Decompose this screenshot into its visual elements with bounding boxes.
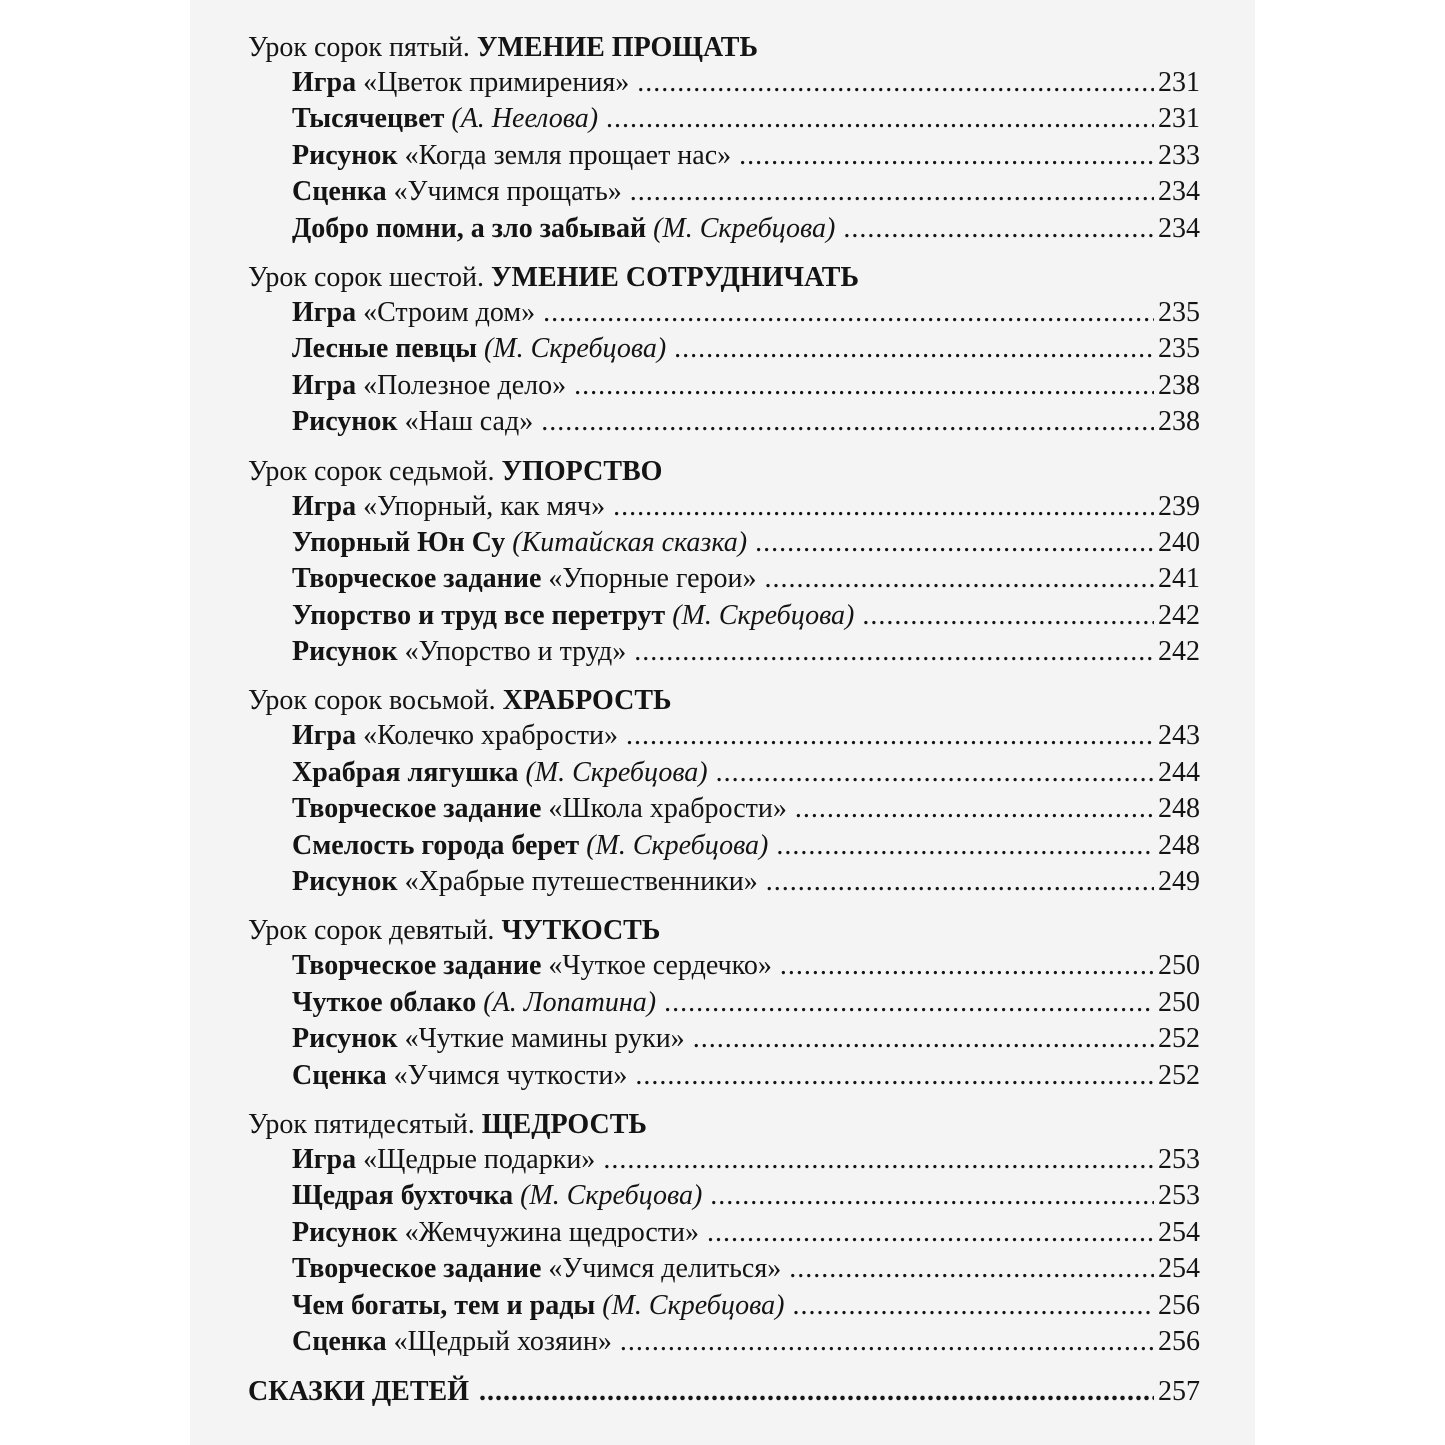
toc-entry [248, 634, 1200, 670]
dot-leader [776, 828, 1154, 864]
dot-leader [764, 561, 1154, 597]
entry-kind: Лесные певцы [292, 333, 477, 365]
toc-entry [248, 101, 1200, 137]
entry-kind: Рисунок [292, 1023, 398, 1055]
entry-title [292, 331, 666, 367]
dot-leader [789, 1251, 1154, 1287]
entry-kind: Игра [292, 67, 357, 98]
final-toc-entry [248, 1374, 1200, 1410]
dot-leader [843, 211, 1154, 247]
lesson-theme: УПОРСТВО [501, 455, 663, 487]
entry-page-number: 239 [1158, 490, 1200, 522]
entry-page-number: 256 [1158, 1325, 1200, 1357]
entry-kind: Сценка [292, 1059, 387, 1091]
toc-section [248, 914, 1200, 1094]
entry-title [292, 598, 854, 634]
entry-page-number: 250 [1158, 986, 1200, 1018]
entry-title [292, 404, 533, 440]
dot-leader [739, 138, 1154, 174]
section-heading [248, 1108, 1200, 1142]
entry-quote-title: «Упорство и труд» [404, 636, 627, 668]
lesson-number: Урок сорок седьмой. [248, 455, 495, 487]
entry-page-number: 241 [1158, 563, 1200, 595]
entry-author: (М. Скребцова) [520, 1180, 703, 1212]
entry-page-number: 248 [1158, 793, 1200, 825]
dot-leader [613, 489, 1154, 525]
dot-leader [716, 755, 1154, 791]
toc-entry [248, 1215, 1200, 1251]
entry-page-number: 243 [1158, 720, 1200, 752]
entry-page-number: 235 [1158, 333, 1200, 365]
entry-quote-title: «Храбрые путешественники» [404, 866, 758, 898]
toc-entry [248, 1021, 1200, 1057]
entry-quote-title: «Щедрые подарки» [363, 1143, 596, 1175]
dot-leader [541, 404, 1154, 440]
entry-kind: Рисунок [292, 406, 398, 438]
dot-leader [710, 1178, 1154, 1214]
toc-entry [248, 1178, 1200, 1214]
dot-leader [635, 1058, 1154, 1094]
entry-kind: Храбрая лягушка [292, 756, 519, 788]
toc-entry [248, 138, 1200, 174]
entry-title [292, 755, 708, 791]
toc-section [248, 261, 1200, 441]
toc-entry [248, 1142, 1200, 1178]
entry-author: (М. Скребцова) [602, 1289, 785, 1321]
entry-page-number: 254 [1158, 1253, 1200, 1285]
entry-kind: Рисунок [292, 866, 398, 898]
entry-kind: Игра [292, 490, 357, 522]
lesson-number: Урок сорок пятый. [248, 32, 470, 63]
entry-page-number: 235 [1158, 296, 1200, 328]
section-heading [248, 31, 1200, 65]
toc-section [248, 31, 1200, 247]
book-page [190, 0, 1255, 1445]
entry-author: (М. Скребцова) [586, 829, 769, 861]
entry-quote-title: «Учимся делиться» [548, 1253, 782, 1285]
entry-page-number: 253 [1158, 1143, 1200, 1175]
entry-quote-title: «Полезное дело» [363, 369, 567, 401]
entry-page-number: 238 [1158, 369, 1200, 401]
entry-page-number: 248 [1158, 829, 1200, 861]
toc-entry [248, 828, 1200, 864]
entry-title [292, 985, 656, 1021]
dot-leader [620, 1324, 1154, 1360]
entry-title [292, 1251, 781, 1287]
entry-title [292, 1178, 702, 1214]
entry-page-number: 252 [1158, 1059, 1200, 1091]
dot-leader [693, 1021, 1154, 1057]
entry-page-number: 233 [1158, 139, 1200, 171]
entry-kind: Игра [292, 1143, 357, 1175]
entry-quote-title: «Когда земля прощает нас» [404, 139, 732, 171]
toc-section [248, 684, 1200, 900]
entry-title [292, 791, 787, 827]
entry-quote-title: «Упорный, как мяч» [363, 490, 606, 522]
dot-leader [574, 368, 1154, 404]
final-entry-title: СКАЗКИ ДЕТЕЙ [248, 1376, 469, 1408]
lesson-number: Урок сорок девятый. [248, 915, 495, 947]
entry-kind: Сценка [292, 176, 387, 208]
toc-entry [248, 404, 1200, 440]
entry-quote-title: «Учимся прощать» [393, 176, 622, 208]
toc-entry [248, 489, 1200, 525]
toc-entry [248, 561, 1200, 597]
dot-leader [664, 985, 1154, 1021]
entry-kind: Игра [292, 369, 357, 401]
entry-quote-title: «Цветок примирения» [363, 67, 630, 98]
entry-title [292, 138, 731, 174]
entry-author: (М. Скребцова) [525, 756, 708, 788]
entry-title [292, 1021, 685, 1057]
section-heading [248, 455, 1200, 489]
entry-title [292, 561, 756, 597]
toc-entry [248, 174, 1200, 210]
entry-quote-title: «Чуткие мамины руки» [404, 1023, 685, 1055]
toc-entry [248, 65, 1200, 101]
entry-title [292, 174, 622, 210]
entry-author: (А. Лопатина) [483, 986, 657, 1018]
entry-kind: Игра [292, 720, 357, 752]
entry-author: (А. Неелова) [451, 103, 599, 135]
entry-quote-title: «Строим дом» [363, 296, 536, 328]
entry-quote-title: «Учимся чуткости» [393, 1059, 628, 1091]
entry-title [292, 295, 535, 331]
toc-entry [248, 864, 1200, 900]
toc-section [248, 1108, 1200, 1360]
entry-page-number: 238 [1158, 406, 1200, 438]
lesson-theme: УМЕНИЕ СОТРУДНИЧАТЬ [490, 261, 859, 293]
section-heading [248, 261, 1200, 295]
entry-author: (М. Скребцова) [653, 212, 836, 244]
entry-kind: Рисунок [292, 139, 398, 171]
toc-entry [248, 1324, 1200, 1360]
dot-leader [603, 1142, 1154, 1178]
toc-section [248, 455, 1200, 671]
entry-page-number: 240 [1158, 526, 1200, 558]
entry-title [292, 864, 758, 900]
entry-quote-title: «Колечко храбрости» [363, 720, 618, 752]
entry-page-number: 249 [1158, 866, 1200, 898]
lesson-number: Урок сорок восьмой. [248, 685, 496, 717]
entry-kind: Щедрая бухточка [292, 1180, 514, 1212]
entry-title [292, 211, 835, 247]
toc-entry [248, 295, 1200, 331]
entry-quote-title: «Наш сад» [404, 406, 534, 438]
entry-kind: Чем богаты, тем и рады [292, 1289, 596, 1321]
entry-kind: Игра [292, 296, 357, 328]
entry-title [292, 718, 618, 754]
entry-title [292, 65, 629, 101]
entry-kind: Чуткое облако [292, 986, 477, 1018]
entry-page-number: 231 [1158, 67, 1200, 98]
entry-page-number: 242 [1158, 636, 1200, 668]
dot-leader [630, 174, 1154, 210]
dot-leader [626, 718, 1154, 754]
toc-entry [248, 331, 1200, 367]
toc-entry [248, 948, 1200, 984]
entry-kind: Творческое задание [292, 950, 542, 982]
entry-title [292, 828, 768, 864]
dot-leader [795, 791, 1154, 827]
entry-page-number: 234 [1158, 176, 1200, 208]
entry-kind: Сценка [292, 1325, 387, 1357]
dot-leader [634, 634, 1154, 670]
entry-kind: Рисунок [292, 636, 398, 668]
entry-kind: Тысячецвет [292, 103, 445, 135]
entry-page-number: 242 [1158, 599, 1200, 631]
toc-entry [248, 211, 1200, 247]
entry-title [292, 101, 598, 137]
lesson-theme: ЩЕДРОСТЬ [481, 1108, 647, 1140]
dot-leader [674, 331, 1154, 367]
entry-title [292, 1324, 612, 1360]
entry-kind: Упорный Юн Су [292, 526, 506, 558]
entry-page-number: 244 [1158, 756, 1200, 788]
toc-entry [248, 1288, 1200, 1324]
entry-page-number: 234 [1158, 212, 1200, 244]
entry-author: (Китайская сказка) [512, 526, 748, 558]
entry-kind: Творческое задание [292, 793, 542, 825]
lesson-theme: ЧУТКОСТЬ [501, 915, 661, 947]
final-entry-page: 257 [1158, 1376, 1200, 1408]
entry-author: (М. Скребцова) [672, 599, 855, 631]
toc-entry [248, 1058, 1200, 1094]
entry-title [292, 1215, 699, 1251]
entry-quote-title: «Чуткое сердечко» [548, 950, 772, 982]
entry-title [292, 1288, 784, 1324]
entry-quote-title: «Школа храбрости» [548, 793, 787, 825]
toc-entry [248, 598, 1200, 634]
dot-leader [780, 948, 1154, 984]
entry-kind: Добро помни, а зло забывай [292, 212, 647, 244]
entry-author: (М. Скребцова) [483, 333, 667, 365]
dot-leader [792, 1288, 1154, 1324]
dot-leader [606, 101, 1154, 137]
entry-page-number: 253 [1158, 1180, 1200, 1212]
toc-entry [248, 525, 1200, 561]
entry-page-number: 256 [1158, 1289, 1200, 1321]
entry-kind: Рисунок [292, 1216, 398, 1248]
entry-quote-title: «Упорные герои» [548, 563, 757, 595]
dot-leader [755, 525, 1154, 561]
toc-entry [248, 718, 1200, 754]
toc-entry [248, 368, 1200, 404]
entry-page-number: 254 [1158, 1216, 1200, 1248]
entry-quote-title: «Жемчужина щедрости» [404, 1216, 700, 1248]
dot-leader [766, 864, 1154, 900]
toc-entry [248, 1251, 1200, 1287]
entry-page-number: 252 [1158, 1023, 1200, 1055]
dot-leader [862, 598, 1154, 634]
entry-title [292, 1058, 627, 1094]
entry-title [292, 368, 566, 404]
lesson-theme: ХРАБРОСТЬ [502, 685, 672, 717]
lesson-theme: УМЕНИЕ ПРОЩАТЬ [476, 32, 758, 63]
dot-leader [543, 295, 1154, 331]
entry-title [292, 1142, 595, 1178]
entry-page-number: 250 [1158, 950, 1200, 982]
table-of-contents [248, 31, 1200, 1410]
toc-entry [248, 985, 1200, 1021]
dot-leader [479, 1374, 1154, 1410]
section-heading [248, 914, 1200, 948]
toc-entry [248, 791, 1200, 827]
entry-title [292, 948, 772, 984]
section-heading [248, 684, 1200, 718]
entry-title [292, 634, 626, 670]
entry-page-number: 231 [1158, 103, 1200, 135]
toc-entry [248, 755, 1200, 791]
lesson-number: Урок пятидесятый. [248, 1108, 475, 1140]
lesson-number: Урок сорок шестой. [248, 261, 484, 293]
entry-kind: Творческое задание [292, 563, 549, 595]
entry-title [292, 489, 605, 525]
dot-leader [637, 65, 1154, 101]
entry-kind: Смелость города берет [292, 829, 580, 861]
entry-kind: Упорство и труд все перетрут [292, 599, 666, 631]
dot-leader [707, 1215, 1154, 1251]
entry-kind: Творческое задание [292, 1253, 542, 1285]
entry-title [292, 525, 747, 561]
entry-quote-title: «Щедрый хозяин» [393, 1325, 612, 1357]
